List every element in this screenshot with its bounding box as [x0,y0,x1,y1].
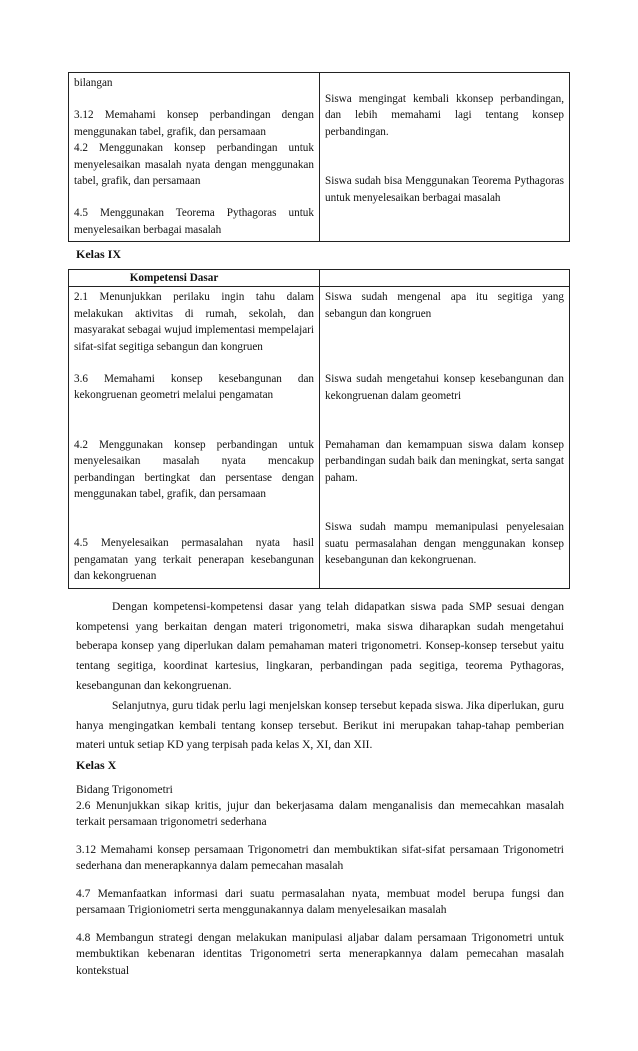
section-heading: Kelas IX [76,247,121,261]
cell-text: Siswa sudah bisa Menggunakan Teorema Pythagoras untuk menyelesaikan berbagai masalah [325,175,564,204]
body-paragraph: Dengan kompetensi-kompetensi dasar yang telah didapatkan siswa pada SMP sesuai dengan kompetensi yang berkaitan dengan materi trigonometri, maka siswa diharapkan sudah mengetahui beberapa konsep yang diperlukan dalam pemahaman materi trigonometri. Konsep-konsep tersebut yaitu tentang segitiga, koordinat kartesius, lingkaran, perbandingan pada segitiga, teorema Pythagoras, kesebangunan dan kekongruenan. [76,601,564,692]
column-header-empty [320,270,570,287]
table-header-row [69,270,570,287]
cell-text: 3.12 Memahami konsep perbandingan dengan menggunakan tabel, grafik, dan persamaan [74,109,314,138]
table-cell-right [320,287,570,588]
kd-item: 2.6 Menunjukkan sikap kritis, jujur dan bekerjasama dalam menganalisis dan memecahkan masalah terkait persamaan trigonometri sederhana [76,800,564,829]
table-row [69,287,570,588]
column-header [69,270,320,287]
kd-table-kelas-ix [68,269,570,589]
cell-text: 2.1 Menunjukkan perilaku ingin tahu dalam melakukan aktivitas di rumah, sekolah, dan masyarakat sebagai wujud implementasi mempelajari sifat-sifat segitiga sebangun dan kongruen [74,291,314,353]
body-paragraph: Selanjutnya, guru tidak perlu lagi menjelskan konsep tersebut kepada siswa. Jika diperlukan, guru hanya mengingatkan kembali tentang konsep tersebut. Berikut ini merupakan tahap-tahap pemberian materi untuk setiap KD yang terpisah pada kelas X, XI, dan XII. [76,700,564,752]
kd-item: 4.8 Membangun strategi dengan melakukan manipulasi aljabar dalam persamaan Trigonometri untuk membuktikan kebenaran identitas Trigonometri serta menerapkannya dalam pemecahan masalah kontekstual [76,932,564,977]
kd-item: 3.12 Memahami konsep persamaan Trigonometri dan membuktikan sifat-sifat persamaan Trigonometri sederhana dan menerapkannya dalam pemecahan masalah [76,844,564,873]
table-cell-left [69,287,320,588]
cell-text: Pemahaman dan kemampuan siswa dalam konsep perbandingan sudah baik dan meningkat, serta sangat paham. [325,439,564,484]
cell-text: Siswa mengingat kembali kkonsep perbandingan, dan lebih memahami lagi tentang konsep perbandingan. [325,93,564,138]
section-heading: Kelas X [76,758,117,772]
cell-text: 4.2 Menggunakan konsep perbandingan untuk menyelesaikan masalah nyata dengan menggunakan tabel, grafik, dan persamaan [74,142,314,188]
column-header-text: Kompetensi Dasar [129,272,219,284]
cell-text: Siswa sudah mengenal apa itu segitiga yang sebangun dan kongruen [325,291,564,320]
cell-text: 4.5 Menggunakan Teorema Pythagoras untuk menyelesaikan berbagai masalah [74,207,314,236]
kd-item: 4.7 Memanfaatkan informasi dari suatu permasalahan nyata, membuat model berupa fungsi dan persamaan Trigioniometri serta menggunakannya dalam menyelesaikan masalah [76,888,564,917]
cell-text: 4.5 Menyelesaikan permasalahan nyata hasil pengamatan yang terkait penerapan kesebangunan dan kekongruenan [74,537,314,583]
cell-text: 4.2 Menggunakan konsep perbandingan untuk menyelesaikan masalah nyata mencakup perbandingan bertingkat dan persentase dengan menggunakan tabel, grafik, dan persamaan [74,438,314,501]
cell-text: bilangan [74,77,113,89]
table-cell-left [69,73,320,242]
kd-table-continued [68,72,570,242]
table-cell-right [320,73,570,242]
table-row [69,73,570,242]
cell-text: Siswa sudah mampu memanipulasi penyelesaian suatu permasalahan dengan menggunakan konsep kesebangunan dan kekongruenan. [325,521,564,567]
cell-text: 3.6 Memahami konsep kesebangunan dan kekongruenan geometri melalui pengamatan [74,373,314,402]
cell-text: Siswa sudah mengetahui konsep kesebangunan dan kekongruenan dalam geometri [325,373,564,402]
subheading: Bidang Trigonometri [76,784,173,796]
